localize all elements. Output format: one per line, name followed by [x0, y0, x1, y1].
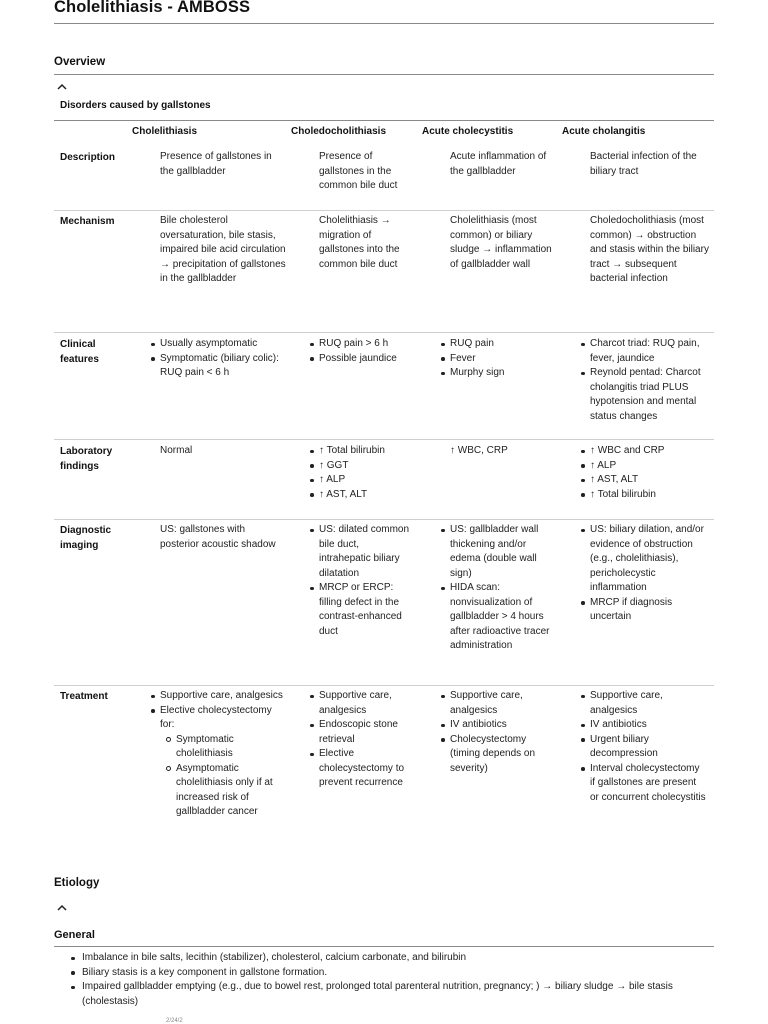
- list-item: US: gallbladder wall thickening and/or edema (double wall sign): [450, 523, 556, 581]
- list-item: ↑ GGT: [319, 459, 412, 474]
- table-cell: Acute inflammation of the gallbladder: [450, 151, 547, 177]
- table-cell: [307, 337, 412, 366]
- table-cell: [578, 444, 714, 502]
- row-divider: [54, 519, 714, 520]
- table-cell: Choledocholithiasis (most common) → obstruction and stasis within the biliary tract → subsequent bacterial infection: [590, 215, 709, 284]
- table-cell: Bacterial infection of the biliary tract: [590, 151, 697, 177]
- row-label-treatment: Treatment: [60, 691, 108, 702]
- table-cell: Bile cholesterol oversaturation, bile stasis, impaired bile acid circulation → precipitation of gallstones in the gallbladder: [160, 215, 286, 284]
- list-item: Supportive care, analgesics: [160, 689, 288, 704]
- list-item: Reynold pentad: Charcot cholangitis triad PLUS hypotension and mental status changes: [590, 366, 714, 424]
- table-cell: [307, 689, 407, 791]
- table-cell: [438, 337, 553, 381]
- list-item: ↑ Total bilirubin: [590, 488, 714, 503]
- table-cell: [148, 689, 288, 820]
- table-cell: ↑ WBC, CRP: [450, 445, 508, 456]
- list-item: MRCP or ERCP: filling defect in the contrast-enhanced duct: [319, 581, 412, 639]
- list-item: RUQ pain > 6 h: [319, 337, 412, 352]
- row-label-mechanism: Mechanism: [60, 216, 115, 227]
- list-item: Usually asymptomatic: [160, 337, 288, 352]
- list-item: RUQ pain: [450, 337, 553, 352]
- list-item: IV antibiotics: [450, 718, 556, 733]
- row-divider: [54, 439, 714, 440]
- table-top-rule: [54, 120, 714, 121]
- row-divider: [54, 210, 714, 211]
- row-label-diagnostic-imaging: Diagnostic imaging: [60, 525, 112, 551]
- list-item: US: biliary dilation, and/or evidence of obstruction (e.g., cholelithiasis), pericholecystic inflammation: [590, 523, 706, 596]
- title-divider: [54, 23, 714, 24]
- list-item: Impaired gallbladder emptying (e.g., due to bowel rest, prolonged total parenteral nutrition, pregnancy; ) → biliary sludge → bile stasis (cholestasis): [82, 980, 714, 1009]
- list-item: Endoscopic stone retrieval: [319, 718, 407, 747]
- row-divider: [54, 332, 714, 333]
- table-cell: Presence of gallstones in the common bile duct: [319, 151, 398, 191]
- footer-fragment: 2/24/2: [166, 1018, 183, 1024]
- table-cell: [578, 523, 706, 625]
- list-item: Interval cholecystectomy if gallstones are present or concurrent cholecystitis: [590, 762, 706, 806]
- list-item: Possible jaundice: [319, 352, 412, 367]
- overview-divider: [54, 74, 714, 75]
- table-cell: Normal: [160, 445, 193, 456]
- list-item: Supportive care, analgesics: [450, 689, 556, 718]
- list-item: Supportive care, analgesics: [319, 689, 407, 718]
- sub-list-item: Asymptomatic cholelithiasis only if at increased risk of gallbladder cancer: [176, 762, 288, 820]
- column-header: Cholelithiasis: [132, 126, 198, 137]
- list-item: Elective cholecystectomy to prevent recurrence: [319, 747, 407, 791]
- column-header: Acute cholangitis: [562, 126, 646, 137]
- list-item: Urgent biliary decompression: [590, 733, 706, 762]
- list-item: ↑ ALP: [590, 459, 714, 474]
- list-item: ↑ AST, ALT: [319, 488, 412, 503]
- list-item: HIDA scan: nonvisualization of gallbladder > 4 hours after radioactive tracer administration: [450, 581, 556, 654]
- list-item: ↑ AST, ALT: [590, 473, 714, 488]
- list-item: IV antibiotics: [590, 718, 706, 733]
- sub-list-item: Symptomatic cholelithiasis: [176, 733, 288, 762]
- table-cell: [307, 444, 412, 502]
- row-label-description: Description: [60, 152, 116, 163]
- table-cell: [148, 337, 288, 381]
- list-item: Symptomatic (biliary colic): RUQ pain < 6 h: [160, 352, 288, 381]
- general-divider: [54, 946, 714, 947]
- list-item: Murphy sign: [450, 366, 553, 381]
- list-item: MRCP if diagnosis uncertain: [590, 596, 706, 625]
- row-label-clinical-features: Clinical features: [60, 339, 99, 365]
- subsection-title-general: General: [54, 929, 95, 941]
- list-item: ↑ WBC and CRP: [590, 444, 714, 459]
- table-cell: US: gallstones with posterior acoustic shadow: [160, 524, 276, 550]
- table-cell: [438, 689, 556, 776]
- chevron-up-icon[interactable]: [56, 903, 68, 913]
- list-item: Charcot triad: RUQ pain, fever, jaundice: [590, 337, 714, 366]
- section-title-etiology: Etiology: [54, 877, 100, 889]
- page-title: Cholelithiasis - AMBOSS: [54, 0, 251, 16]
- table-cell: [307, 523, 412, 639]
- column-header: Choledocholithiasis: [291, 126, 387, 137]
- list-item: US: dilated common bile duct, intrahepatic biliary dilatation: [319, 523, 412, 581]
- list-item: Fever: [450, 352, 553, 367]
- section-title-overview: Overview: [54, 56, 106, 68]
- list-item-text: Elective cholecystectomy for:: [160, 704, 272, 730]
- table-cell: Cholelithiasis (most common) or biliary sludge → inflammation of gallbladder wall: [450, 215, 552, 270]
- list-item: ↑ ALP: [319, 473, 412, 488]
- list-item: ↑ Total bilirubin: [319, 444, 412, 459]
- table-cell: Presence of gallstones in the gallbladder: [160, 151, 272, 177]
- list-item: Supportive care, analgesics: [590, 689, 706, 718]
- table-cell: [438, 523, 556, 654]
- table-caption: Disorders caused by gallstones: [60, 100, 211, 111]
- table-cell: Cholelithiasis → migration of gallstones into the common bile duct: [319, 215, 400, 270]
- table-cell: [578, 689, 706, 805]
- row-label-laboratory-findings: Laboratory findings: [60, 446, 113, 472]
- table-cell: [578, 337, 714, 424]
- list-item: [160, 704, 288, 820]
- list-item: Imbalance in bile salts, lecithin (stabilizer), cholesterol, calcium carbonate, and bilirubin: [82, 951, 714, 966]
- list-item: Biliary stasis is a key component in gallstone formation.: [82, 966, 714, 981]
- list-item: Cholecystectomy (timing depends on severity): [450, 733, 556, 777]
- row-divider: [54, 685, 714, 686]
- chevron-up-icon[interactable]: [56, 82, 68, 92]
- etiology-list: [54, 951, 714, 1009]
- column-header: Acute cholecystitis: [422, 126, 514, 137]
